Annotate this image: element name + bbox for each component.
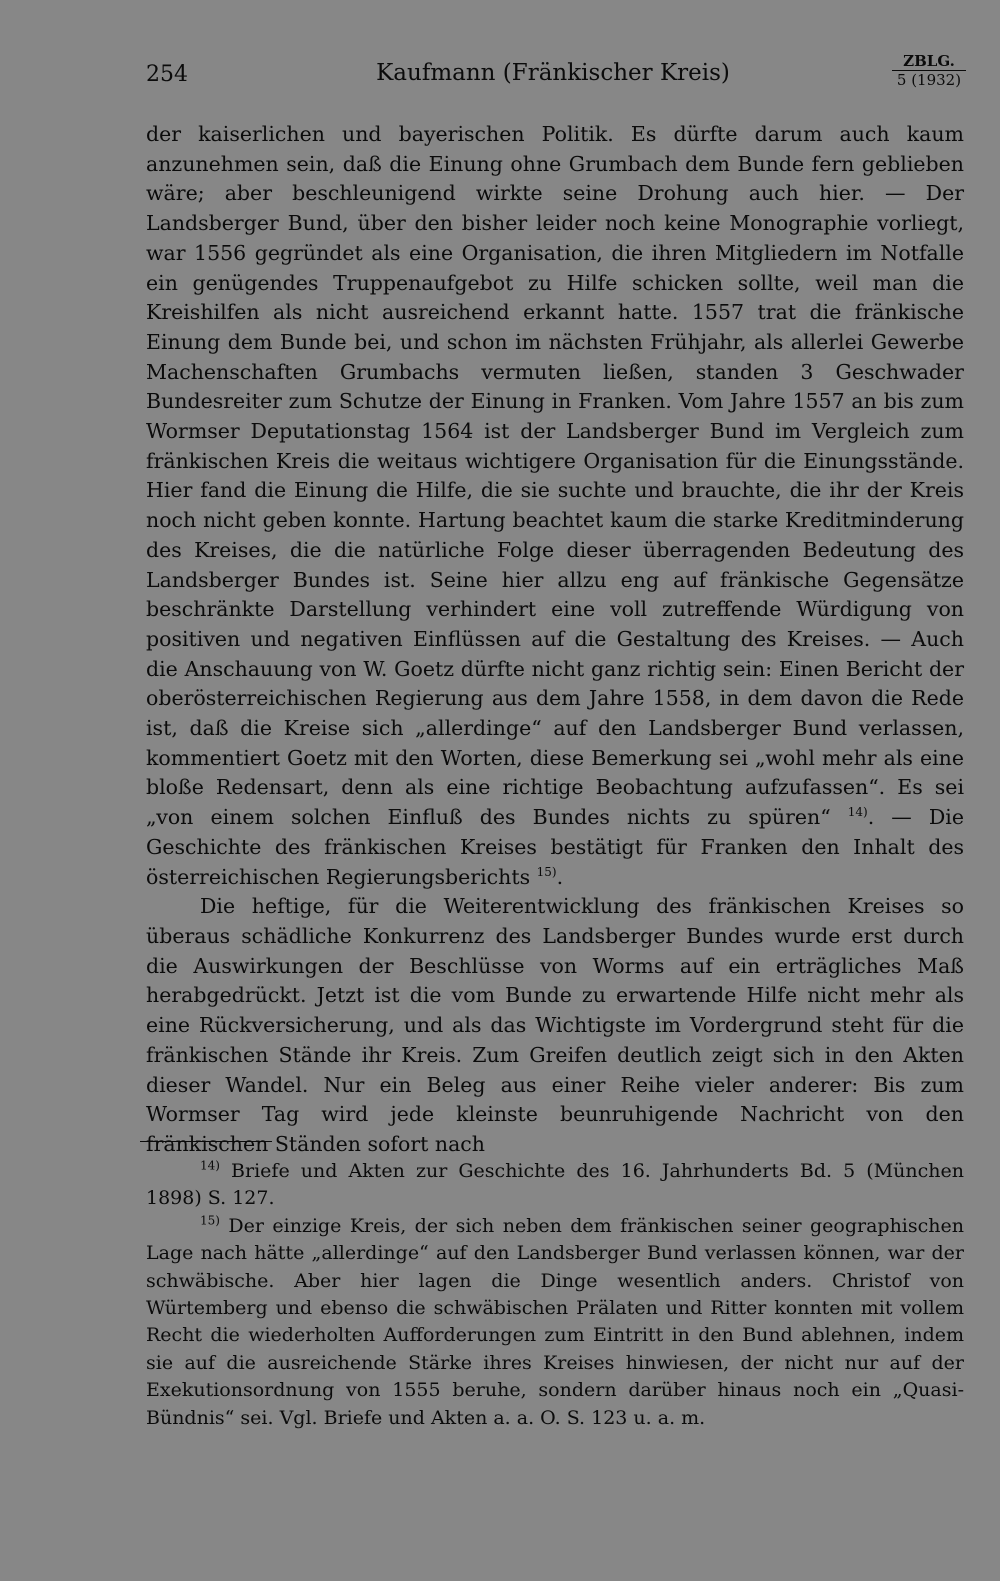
footnote-14-mark: 14) <box>200 1158 220 1173</box>
paragraph-1-text: der kaiserlichen und bayerischen Politik. Es dürfte darum auch kaum anzunehmen sein, daß die Einung ohne Grumbach dem Bunde fern geblieben wäre; aber beschleunigend wirkte seine Drohung auch hier. — Der Landsberger Bund, über den bisher leider noch keine Monographie vorliegt, war 1556 gegründet als eine Organisation, die ihren Mitgliedern im Notfalle ein genügendes Truppenaufgebot zu Hilfe schicken sollte, weil man die Kreishilfen als nicht ausreichend erkannt hatte. 1557 trat die fränkische Einung dem Bunde bei, und schon im nächsten Frühjahr, als allerlei Gewerbe Machenschaften Grumbachs vermuten ließen, standen 3 Geschwader Bundesreiter zum Schutze der Einung in Franken. Vom Jahre 1557 an bis zum Wormser Deputationstag 1564 ist der Landsberger Bund im Vergleich zum fränkischen Kreis die weitaus wichtigere Organisation für die Einungsstände. Hier fand die Einung die Hilfe, die sie suchte und brauchte, die ihr der Kreis noch nicht geben konnte. Hartung beachtet kaum die starke Kreditminderung des Kreises, die die natürliche Folge dieser überragenden Bedeutung des Landsberger Bundes ist. Seine hier allzu eng auf fränkische Gegensätze beschränkte Darstellung verhindert eine voll zutreffende Würdigung von positiven und negativen Einflüssen auf die Gestaltung des Kreises. — Auch die Anschauung von W. Goetz dürfte nicht ganz richtig sein: Einen Bericht der oberösterreichischen Regierung aus dem Jahre 1558, in dem davon die Rede ist, daß die Kreise sich „allerdinge“ auf den Landsberger Bund verlassen, kommentiert Goetz mit den Worten, diese Bemerkung sei „wohl mehr als eine bloße Redensart, denn als eine richtige Beobachtung aufzufassen“. Es sei „von einem solchen Einfluß des Bundes nichts zu spüren“ <box>146 122 964 830</box>
footnote-ref-15: 15) <box>536 864 557 879</box>
page-number: 254 <box>146 62 188 87</box>
footnote-15-text: Der einzige Kreis, der sich neben dem fränkischen seiner geographischen Lage nach hätte „allerdinge“ auf den Landsberger Bund verlassen können, war der schwäbische. Aber hier lagen die Dinge wesentlich anders. Christof von Würtemberg und ebenso die schwäbischen Prälaten und Ritter konnten mit vollem Recht die wiederholten Aufforderungen zum Eintritt in den Bund ablehnen, indem sie auf die ausreichende Stärke ihres Kreises hinwiesen, der nicht nur auf der Exekutionsordnung von 1555 beruhe, sondern darüber hinaus noch ein „Quasi-Bündnis“ sei. Vgl. Briefe und Akten a. a. O. S. 123 u. a. m. <box>146 1214 964 1429</box>
running-title: Kaufmann (Fränkischer Kreis) <box>376 60 730 86</box>
footnote-15-mark: 15) <box>200 1213 220 1228</box>
body-text <box>146 120 964 1160</box>
footnote-divider <box>140 1141 272 1142</box>
paragraph-2: Die heftige, für die Weiterentwicklung des fränkischen Kreises so überaus schädliche Konkurrenz des Landsberger Bundes wurde erst durch die Auswirkungen der Beschlüsse von Worms auf ein erträgliches Maß herabgedrückt. Jetzt ist die vom Bunde zu erwartende Hilfe nicht mehr als eine Rückversicherung, und als das Wichtigste im Vordergrund steht für die fränkischen Stände ihr Kreis. Zum Greifen deutlich zeigt sich in den Akten dieser Wandel. Nur ein Beleg aus einer Reihe vieler anderer: Bis zum Wormser Tag wird jede kleinste beunruhigende Nachricht von den fränkischen Ständen sofort nach <box>146 894 964 1156</box>
journal-abbreviation: ZBLG. <box>892 52 966 71</box>
journal-volume: 5 (1932) <box>896 71 962 89</box>
footnote-15 <box>146 1213 964 1432</box>
footnotes <box>146 1158 964 1432</box>
paragraph-1-continued: . — Die Geschichte des fränkischen Kreises bestätigt für Franken den Inhalt des österreichischen Regierungsberichts <box>146 805 964 889</box>
paragraph-1-end: . <box>556 864 564 889</box>
paragraph-1 <box>146 120 964 892</box>
journal-reference <box>892 52 966 89</box>
footnote-14-text: Briefe und Akten zur Geschichte des 16. Jahrhunderts Bd. 5 (München 1898) S. 127. <box>146 1160 964 1210</box>
page-header <box>140 52 966 100</box>
footnote-ref-14: 14) <box>847 805 868 820</box>
footnote-14 <box>146 1158 964 1213</box>
